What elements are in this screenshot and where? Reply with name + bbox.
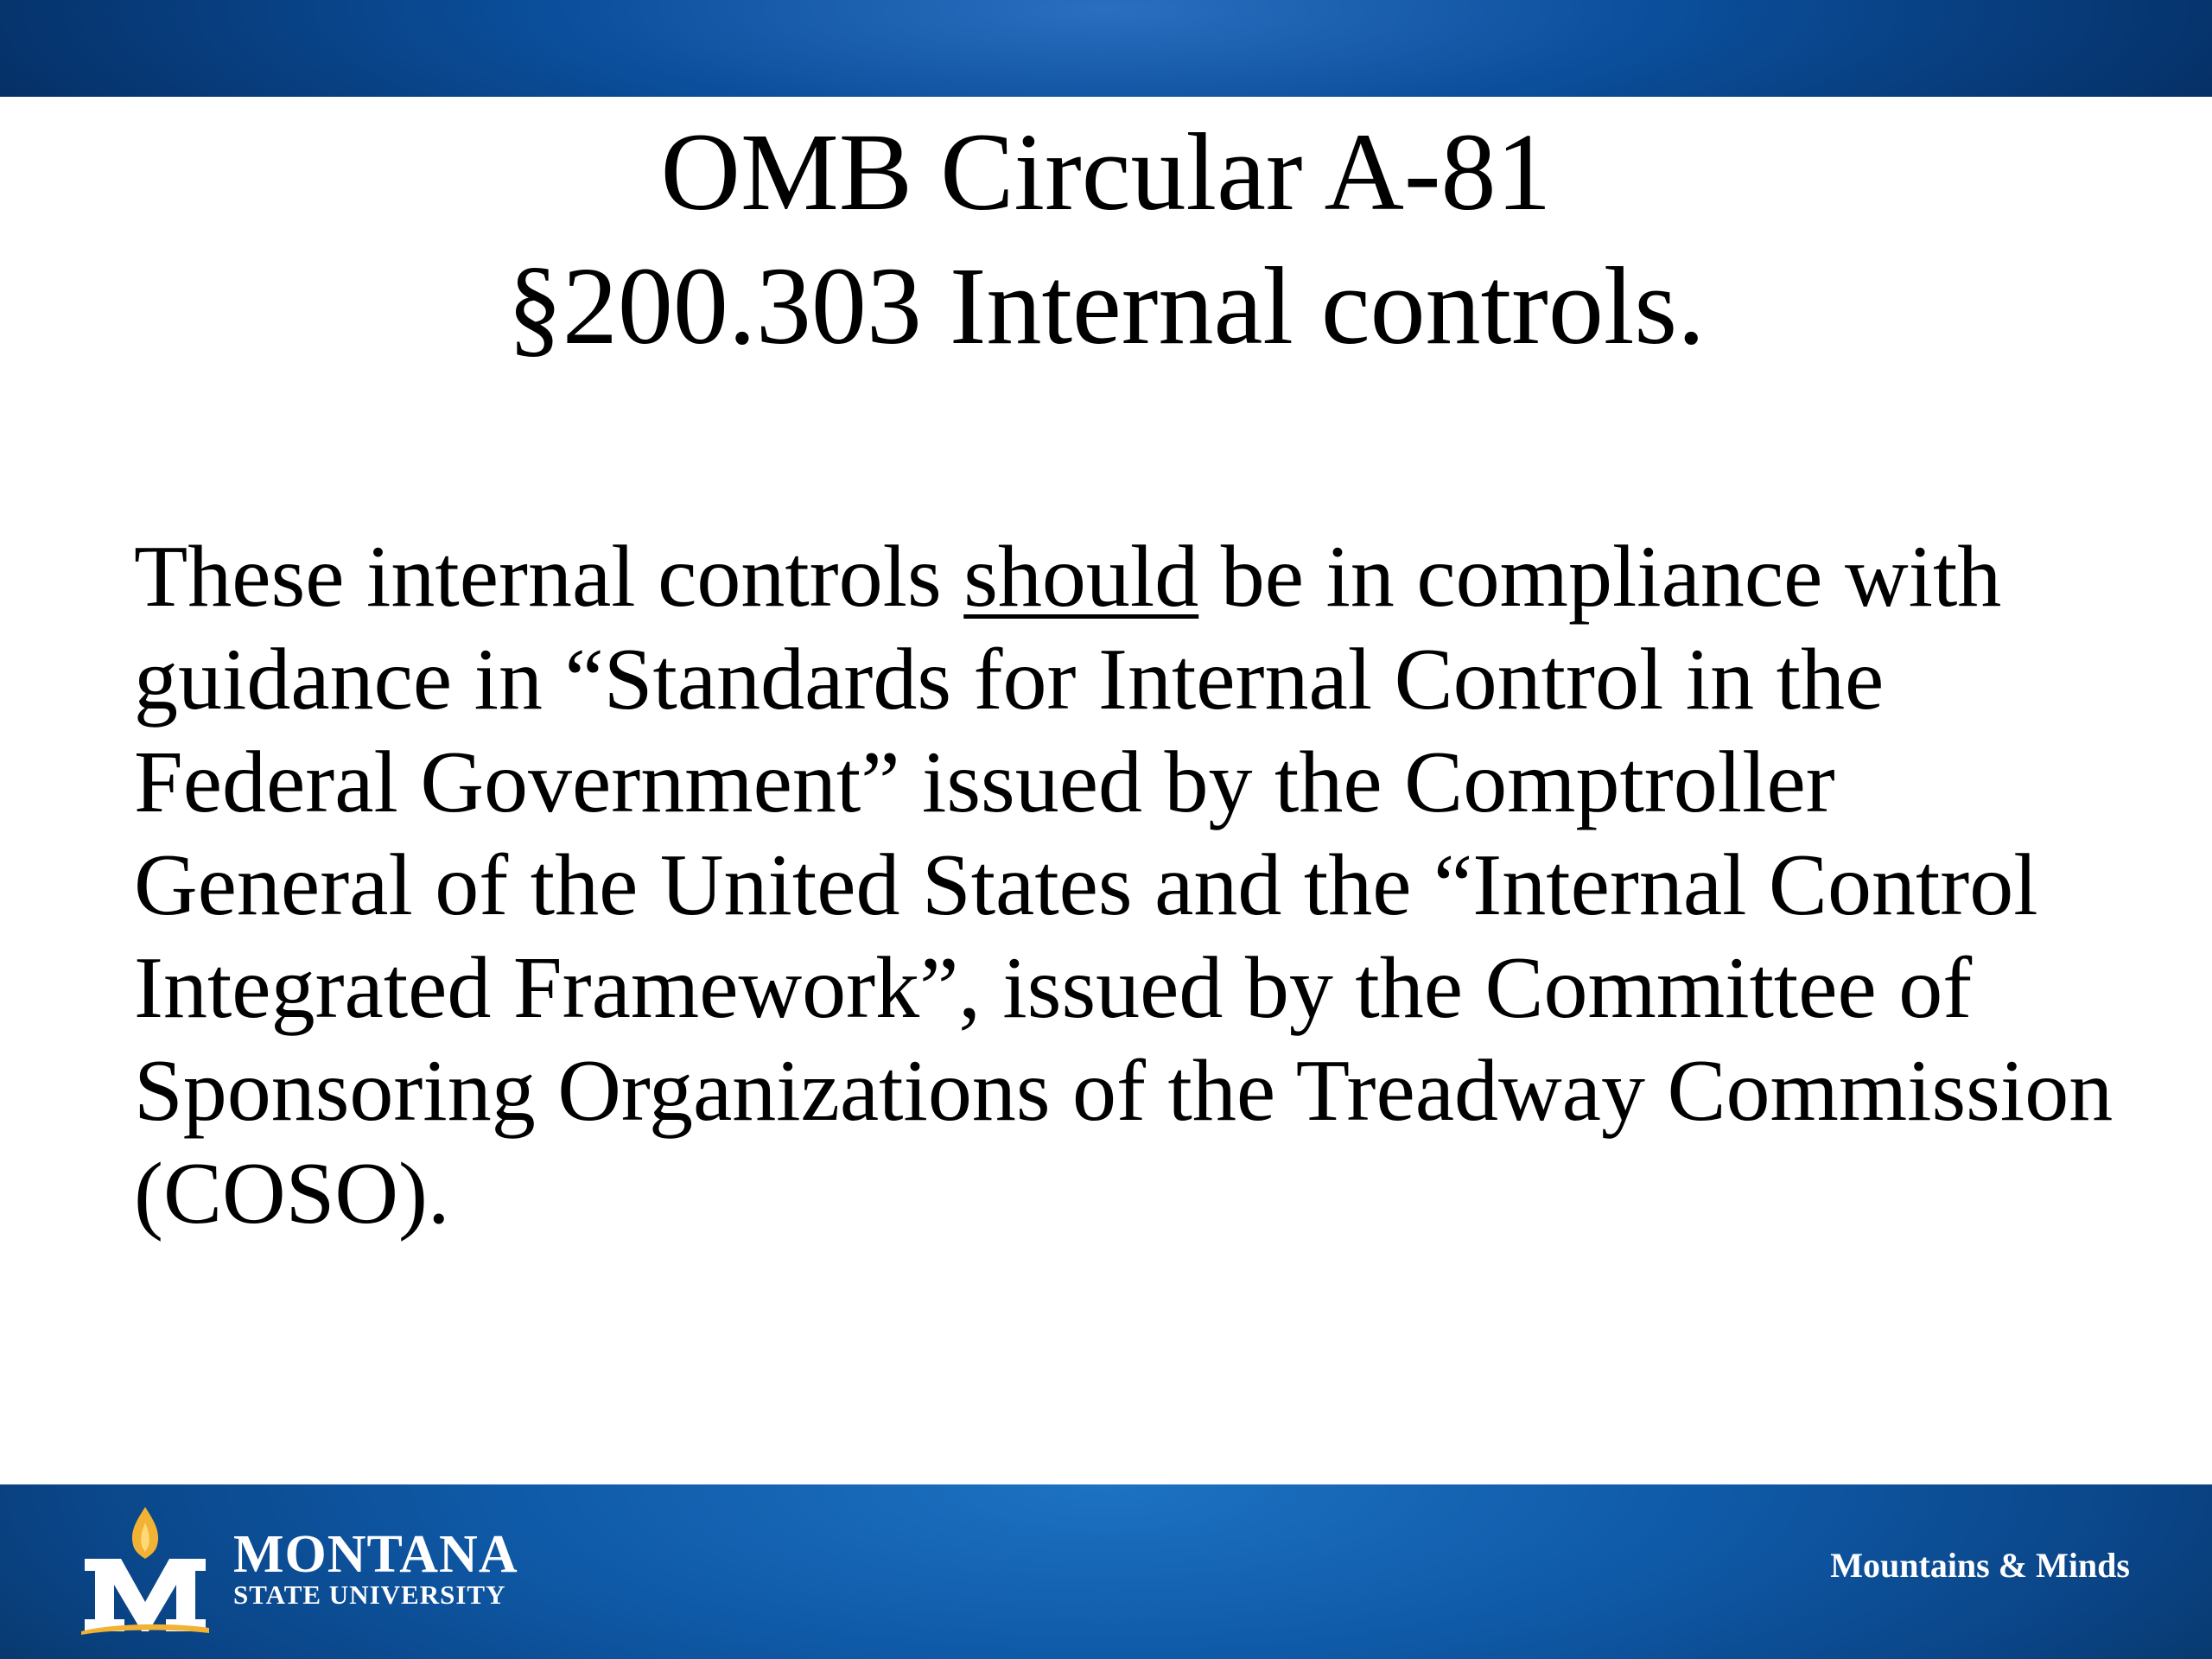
- logo-subtitle: STATE UNIVERSITY: [233, 1580, 506, 1610]
- logo-wordmark: [233, 1525, 518, 1611]
- body-text-rest: be in compliance with guidance in “Standards for Internal Control in the Federal Government” issued by the Comptroller General of the United States and the “Internal Control Integrated Framework”, issued by the Committee of Sponsoring Organizations of the Treadway Commission (COSO).: [134, 528, 2113, 1243]
- underlined-emphasis: should: [963, 528, 1199, 626]
- title-line-2: §200.303 Internal controls.: [506, 245, 1706, 367]
- slide-title: [0, 105, 2212, 373]
- body-paragraph: [134, 525, 2121, 1245]
- body-text-start: These internal controls: [134, 528, 964, 626]
- msu-m-flame-icon: [79, 1505, 209, 1635]
- msu-logo: [79, 1505, 529, 1635]
- title-line-1: OMB Circular A-81: [660, 111, 1552, 233]
- footer-tagline: Mountains & Minds: [1830, 1546, 2130, 1585]
- top-header-band: [0, 0, 2212, 97]
- logo-name: MONTANA: [233, 1525, 518, 1584]
